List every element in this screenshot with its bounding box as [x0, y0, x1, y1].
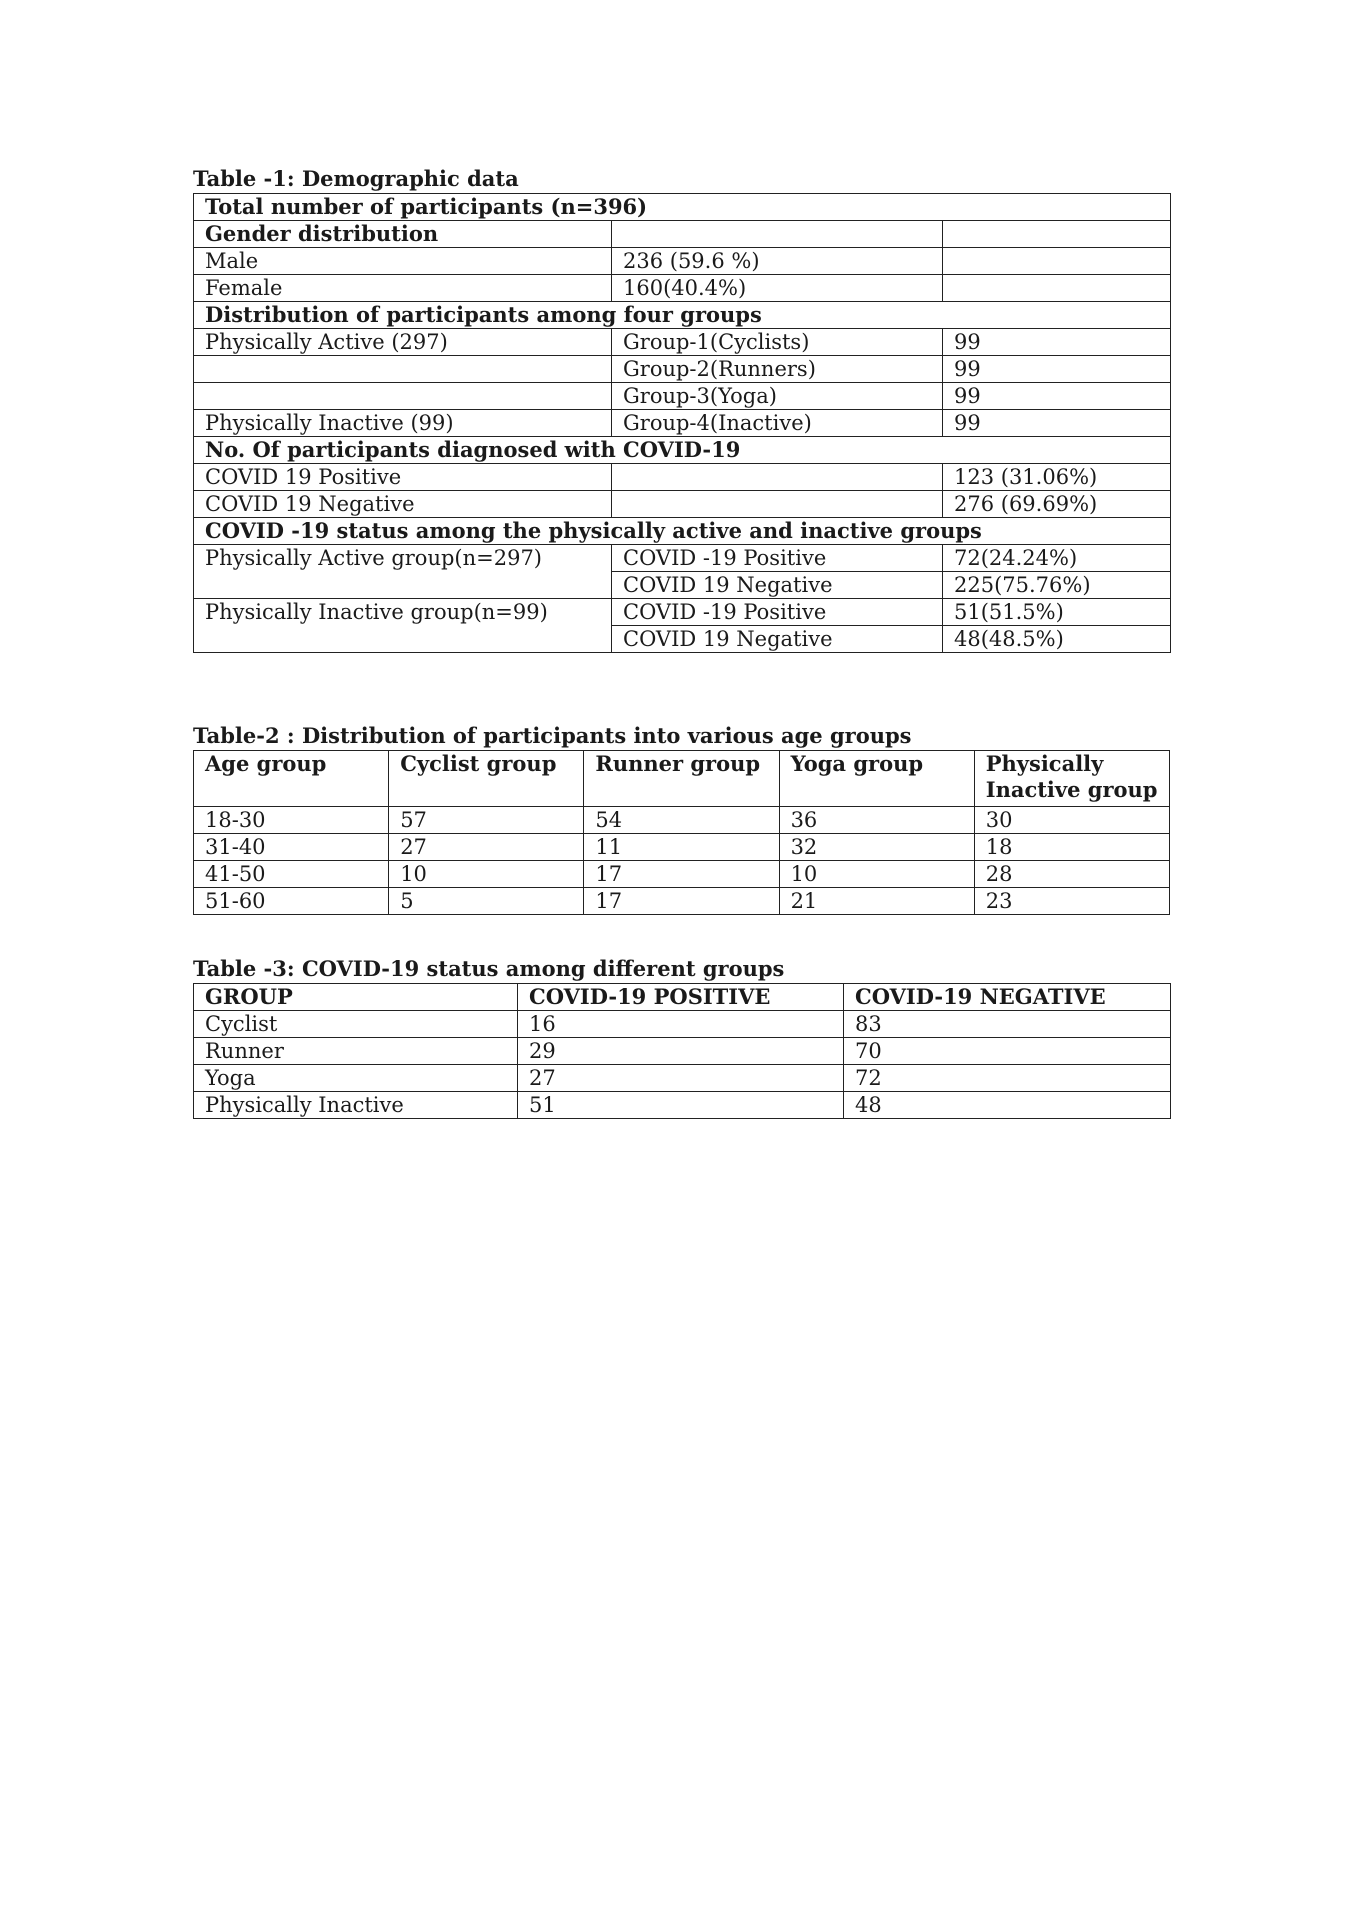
table-cell: Male [194, 248, 612, 275]
table-cell: 10 [389, 861, 584, 888]
total-participants-heading: Total number of participants (n=396) [194, 194, 1171, 221]
table-cell: 31-40 [194, 834, 389, 861]
column-header: Age group [194, 751, 389, 807]
table-cell: Cyclist [194, 1011, 518, 1038]
table-cell: 236 (59.6 %) [612, 248, 943, 275]
table-cell: 225(75.76%) [943, 572, 1171, 599]
table-row [194, 518, 1171, 545]
table-cell: 11 [584, 834, 779, 861]
table-cell: Physically Inactive (99) [194, 410, 612, 437]
table-row [194, 356, 1171, 383]
table-cell: 160(40.4%) [612, 275, 943, 302]
table-cell: Physically Inactive group(n=99) [194, 599, 612, 653]
table-3-block [193, 955, 1170, 1119]
table-cell [943, 221, 1171, 248]
table-cell: 18 [974, 834, 1169, 861]
table-cell: Physically Inactive [194, 1092, 518, 1119]
table-cell [194, 383, 612, 410]
table-2-caption: Table-2 : Distribution of participants into various age groups [193, 723, 912, 748]
table-cell: COVID -19 Positive [612, 599, 943, 626]
table-cell: 18-30 [194, 807, 389, 834]
table-cell: 17 [584, 861, 779, 888]
table-cell: 83 [844, 1011, 1171, 1038]
column-header: Yoga group [779, 751, 974, 807]
table-cell: Physically Active group(n=297) [194, 545, 612, 599]
table-cell: 21 [779, 888, 974, 915]
table-3-caption: Table -3: COVID-19 status among different groups [193, 956, 785, 981]
table-row [194, 1038, 1171, 1065]
table-1-block [193, 165, 1170, 653]
table-cell: 36 [779, 807, 974, 834]
table-cell [943, 275, 1171, 302]
table-row [194, 861, 1170, 888]
table-cell: COVID 19 Negative [612, 626, 943, 653]
table-row [194, 194, 1171, 221]
table-row [194, 1011, 1171, 1038]
table-cell: Group-1(Cyclists) [612, 329, 943, 356]
table-cell: 41-50 [194, 861, 389, 888]
table-cell: 48 [844, 1092, 1171, 1119]
table-cell: Physically Active (297) [194, 329, 612, 356]
table-row [194, 383, 1171, 410]
table-cell: 99 [943, 329, 1171, 356]
table-row [194, 807, 1170, 834]
table-cell [194, 356, 612, 383]
table-cell: 99 [943, 356, 1171, 383]
table-cell: 70 [844, 1038, 1171, 1065]
column-header: Cyclist group [389, 751, 584, 807]
table-cell: 32 [779, 834, 974, 861]
table-row [194, 275, 1171, 302]
table-cell [612, 221, 943, 248]
table-cell: 54 [584, 807, 779, 834]
table-cell: 30 [974, 807, 1169, 834]
table-cell: 99 [943, 383, 1171, 410]
table-cell: Group-3(Yoga) [612, 383, 943, 410]
table-cell: 17 [584, 888, 779, 915]
table-cell: 10 [779, 861, 974, 888]
table-row [194, 888, 1170, 915]
column-header: Physically Inactive group [974, 751, 1169, 807]
table-cell: 16 [518, 1011, 844, 1038]
table-row [194, 464, 1171, 491]
covid-status-table [193, 983, 1171, 1119]
table-cell: 72(24.24%) [943, 545, 1171, 572]
table-cell [612, 491, 943, 518]
table-header-row [194, 984, 1171, 1011]
table-cell: Group-2(Runners) [612, 356, 943, 383]
table-cell: 27 [518, 1065, 844, 1092]
column-header: Runner group [584, 751, 779, 807]
table-cell [943, 248, 1171, 275]
demographic-table [193, 193, 1171, 653]
diagnosed-heading: No. Of participants diagnosed with COVID-19 [194, 437, 1171, 464]
table-row [194, 221, 1171, 248]
table-cell: COVID -19 Positive [612, 545, 943, 572]
table-cell: 51 [518, 1092, 844, 1119]
gender-heading: Gender distribution [194, 221, 612, 248]
table-cell [612, 464, 943, 491]
table-row [194, 491, 1171, 518]
table-cell: 48(48.5%) [943, 626, 1171, 653]
table-cell: Yoga [194, 1065, 518, 1092]
table-cell: Female [194, 275, 612, 302]
table-cell: Group-4(Inactive) [612, 410, 943, 437]
table-cell: Runner [194, 1038, 518, 1065]
age-groups-table [193, 750, 1170, 915]
table-cell: 51-60 [194, 888, 389, 915]
column-header: GROUP [194, 984, 518, 1011]
table-row [194, 410, 1171, 437]
table-cell: 72 [844, 1065, 1171, 1092]
groups-heading: Distribution of participants among four groups [194, 302, 1171, 329]
table-cell: 276 (69.69%) [943, 491, 1171, 518]
table-cell: 123 (31.06%) [943, 464, 1171, 491]
table-cell: COVID 19 Negative [194, 491, 612, 518]
table-row [194, 302, 1171, 329]
status-heading: COVID -19 status among the physically active and inactive groups [194, 518, 1171, 545]
table-row [194, 1092, 1171, 1119]
table-row [194, 248, 1171, 275]
table-cell: COVID 19 Positive [194, 464, 612, 491]
table-cell: 28 [974, 861, 1169, 888]
table-cell: COVID 19 Negative [612, 572, 943, 599]
table-cell: 99 [943, 410, 1171, 437]
column-header: COVID-19 NEGATIVE [844, 984, 1171, 1011]
table-cell: 51(51.5%) [943, 599, 1171, 626]
column-header: COVID-19 POSITIVE [518, 984, 844, 1011]
table-cell: 27 [389, 834, 584, 861]
table-header-row [194, 751, 1170, 807]
table-cell: 23 [974, 888, 1169, 915]
table-cell: 57 [389, 807, 584, 834]
table-1-caption: Table -1: Demographic data [193, 166, 519, 191]
table-2-block [193, 722, 1170, 915]
table-row [194, 1065, 1171, 1092]
table-row [194, 437, 1171, 464]
table-row [194, 599, 1171, 626]
table-row [194, 329, 1171, 356]
table-row [194, 545, 1171, 572]
table-cell: 29 [518, 1038, 844, 1065]
table-cell: 5 [389, 888, 584, 915]
table-row [194, 834, 1170, 861]
